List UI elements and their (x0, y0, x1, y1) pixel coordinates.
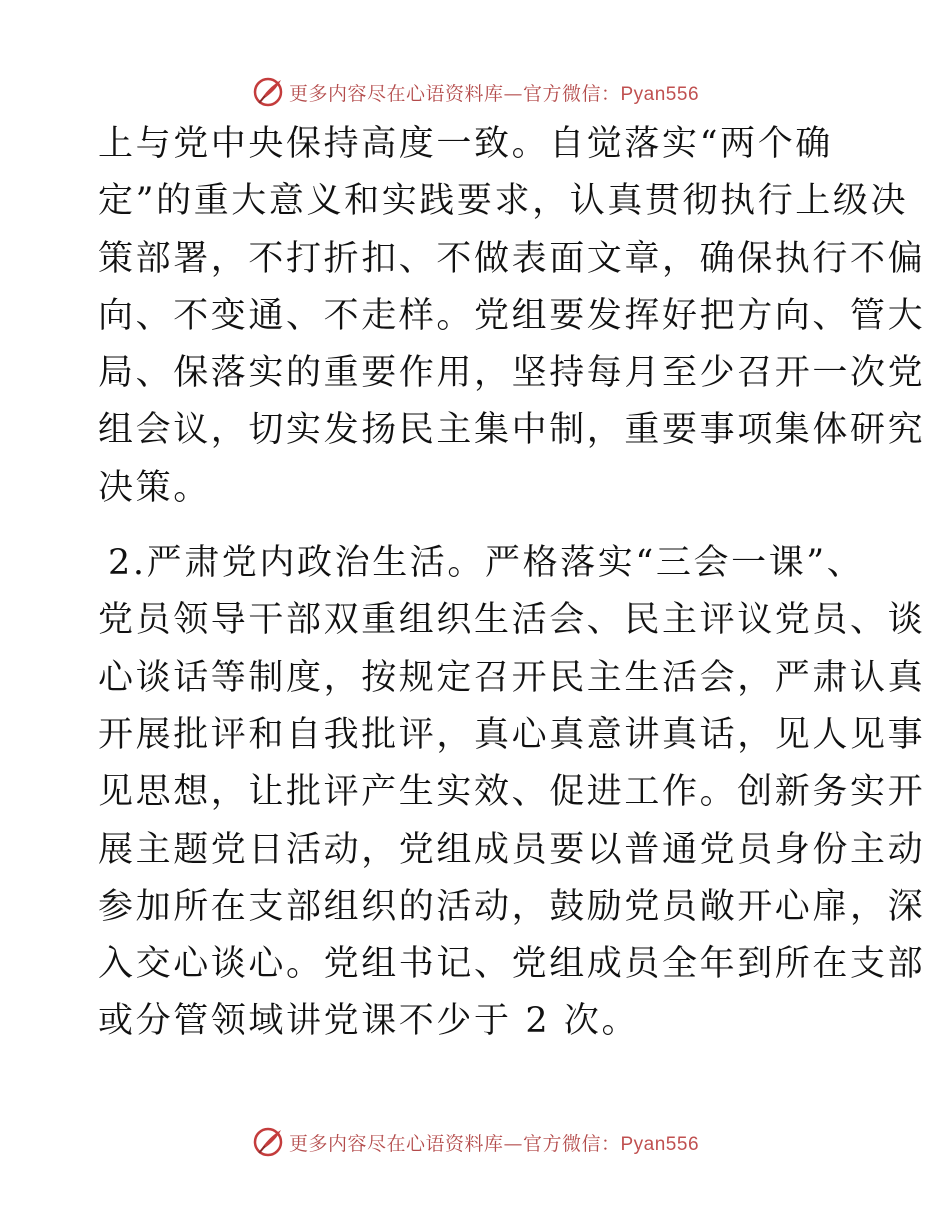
document-body (98, 122, 926, 1057)
watermark-main-text: 更多内容尽在心语资料库 (288, 1132, 504, 1155)
watermark-main-text: 更多内容尽在心语资料库 (288, 82, 504, 105)
text-line: 策部署，不打折扣、不做表面文章，确保执行不偏 (98, 238, 926, 279)
header-watermark (0, 72, 950, 112)
watermark-separator: — (503, 1132, 523, 1155)
section-heading-line: 2.严肃党内政治生活。严格落实“三会一课”、 (108, 543, 865, 584)
text-line: 局、保落实的重要作用，坚持每月至少召开一次党 (98, 353, 926, 394)
watermark-text (289, 1129, 699, 1156)
paragraph-1 (98, 122, 926, 510)
text-line: 展主题党日活动，党组成员要以普通党员身份主动 (98, 829, 926, 870)
footer-watermark (0, 1122, 950, 1162)
paragraph-gap (98, 523, 852, 541)
feather-pen-logo-icon (251, 1125, 285, 1159)
watermark-label: 官方微信： (522, 1132, 621, 1155)
watermark-wechat-id: Pyan556 (620, 1133, 700, 1155)
watermark-label: 官方微信： (522, 82, 621, 105)
text-line: 决策。 (98, 467, 211, 508)
text-line: 上与党中央保持高度一致。自觉落实“两个确 (98, 124, 833, 164)
text-line: 向、不变通、不走样。党组要发挥好把方向、管大 (98, 295, 926, 336)
text-line: 党员领导干部双重组织生活会、民主评议党员、谈 (98, 600, 926, 641)
watermark-wechat-id: Pyan556 (620, 83, 700, 105)
text-line: 组会议，切实发扬民主集中制，重要事项集体研究 (98, 410, 926, 451)
text-line: 见思想，让批评产生实效、促进工作。创新务实开 (98, 772, 926, 813)
text-line: 心谈话等制度，按规定召开民主生活会，严肃认真 (98, 657, 926, 698)
text-line: 或分管领域讲党课不少于 2 次。 (98, 1001, 640, 1042)
paragraph-2 (98, 541, 926, 1043)
watermark-text (289, 79, 699, 106)
text-line: 参加所在支部组织的活动，鼓励党员敞开心扉，深 (98, 886, 926, 927)
text-line: 定”的重大意义和实践要求，认真贯彻执行上级决 (98, 181, 909, 222)
feather-pen-logo-icon (251, 75, 285, 109)
text-line: 开展批评和自我批评，真心真意讲真话，见人见事 (98, 714, 926, 755)
watermark-separator: — (503, 82, 523, 105)
text-line: 入交心谈心。党组书记、党组成员全年到所在支部 (98, 944, 926, 985)
